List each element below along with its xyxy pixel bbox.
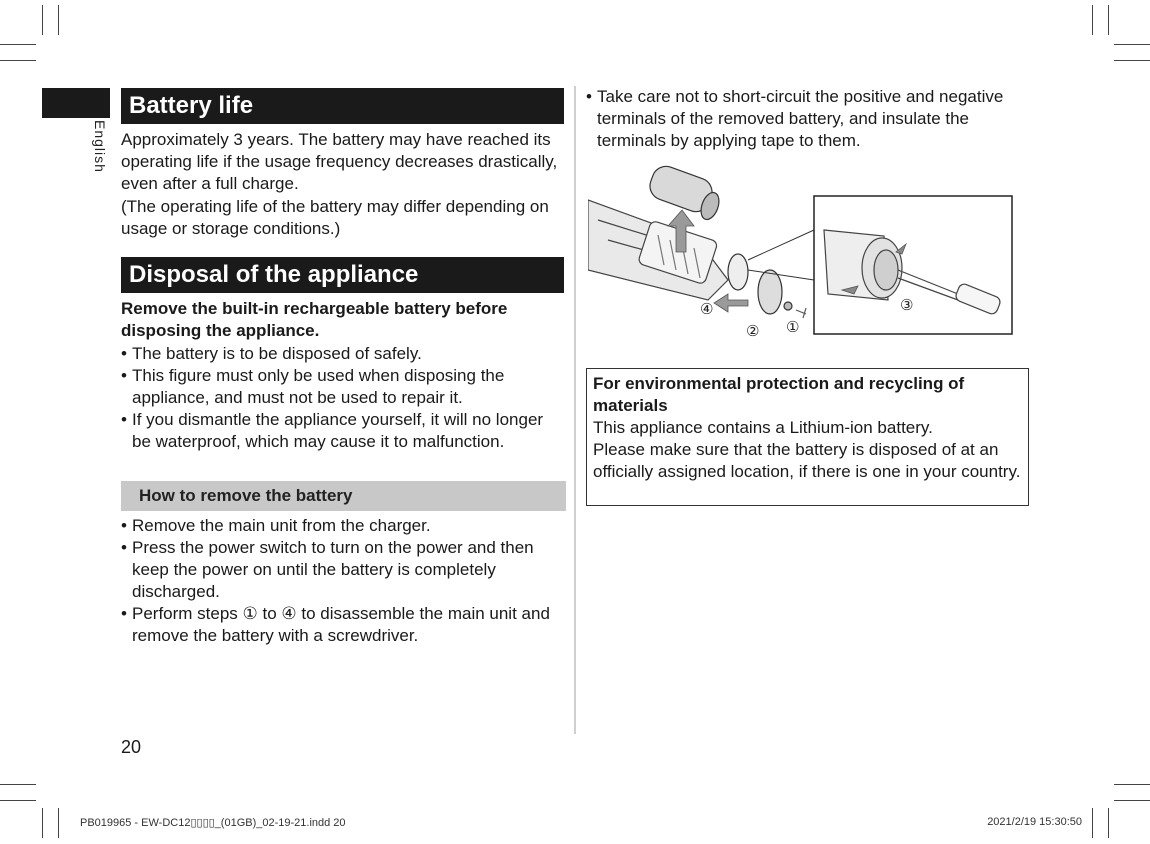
crop-mark <box>1114 784 1150 785</box>
column-divider <box>574 86 576 734</box>
environment-title: For environmental protection and recycling of materials <box>593 374 965 415</box>
crop-mark <box>58 808 59 838</box>
environment-text: Please make sure that the battery is disposed of at an officially assigned location, if there is one in your country. <box>593 440 1021 481</box>
footer-timestamp: 2021/2/19 15:30:50 <box>987 816 1082 828</box>
list-item: • This figure must only be used when disposing the appliance, and must not be used to repair it. <box>121 365 566 409</box>
footer-file-info: PB019965 - EW-DC12▯▯▯▯_(01GB)_02-19-21.indd 20 <box>80 817 346 829</box>
crop-mark <box>58 5 59 35</box>
list-item: • Press the power switch to turn on the power and then keep the power on until the battery is completely discharged. <box>121 537 566 603</box>
crop-mark <box>1114 800 1150 801</box>
crop-mark <box>1108 5 1109 35</box>
remove-battery-heading: How to remove the battery <box>121 481 566 511</box>
crop-mark <box>1114 44 1150 45</box>
step-4-label: ④ <box>700 300 714 318</box>
language-tab <box>42 88 110 118</box>
crop-mark <box>0 44 36 45</box>
list-item: • Remove the main unit from the charger. <box>121 515 566 537</box>
environment-text: This appliance contains a Lithium-ion battery. <box>593 418 933 437</box>
environment-notice <box>586 368 1029 506</box>
crop-mark <box>0 784 36 785</box>
crop-mark <box>0 800 36 801</box>
crop-mark <box>42 5 43 35</box>
step-2-label: ② <box>746 322 760 340</box>
left-arrow-icon <box>714 294 748 312</box>
disposal-bullets <box>121 343 566 453</box>
crop-mark <box>0 60 36 61</box>
disposal-lead: Remove the built-in rechargeable battery before disposing the appliance. <box>121 299 508 340</box>
page-number: 20 <box>121 737 142 757</box>
list-item: • The battery is to be disposed of safely. <box>121 343 566 365</box>
battery-life-text: Approximately 3 years. The battery may have reached its operating life if the usage frequency decreases drastically, even after a full charge. <box>121 130 558 193</box>
battery-life-note: (The operating life of the battery may differ depending on usage or storage conditions.) <box>121 197 549 238</box>
crop-mark <box>1114 60 1150 61</box>
remove-bullets <box>121 515 566 647</box>
crop-mark <box>1092 5 1093 35</box>
list-item: • If you dismantle the appliance yourself, it will no longer be waterproof, which may cause it to malfunction. <box>121 409 566 453</box>
step-1-label: ① <box>786 318 800 336</box>
crop-mark <box>1108 808 1109 838</box>
list-item: • Take care not to short-circuit the positive and negative terminals of the removed battery, and insulate the terminals by applying tape to them. <box>586 86 1031 152</box>
crop-mark <box>1092 808 1093 838</box>
end-cap <box>728 254 806 318</box>
step-3-label: ③ <box>900 296 914 314</box>
crop-mark <box>42 808 43 838</box>
battery-life-heading: Battery life <box>121 88 564 124</box>
list-item: • Perform steps ① to ④ to disassemble the main unit and remove the battery with a screwdriver. <box>121 603 566 647</box>
disposal-heading: Disposal of the appliance <box>121 257 564 293</box>
short-circuit-warning <box>586 86 1031 152</box>
language-label: English <box>92 120 108 173</box>
disassembly-figure <box>588 160 1028 360</box>
